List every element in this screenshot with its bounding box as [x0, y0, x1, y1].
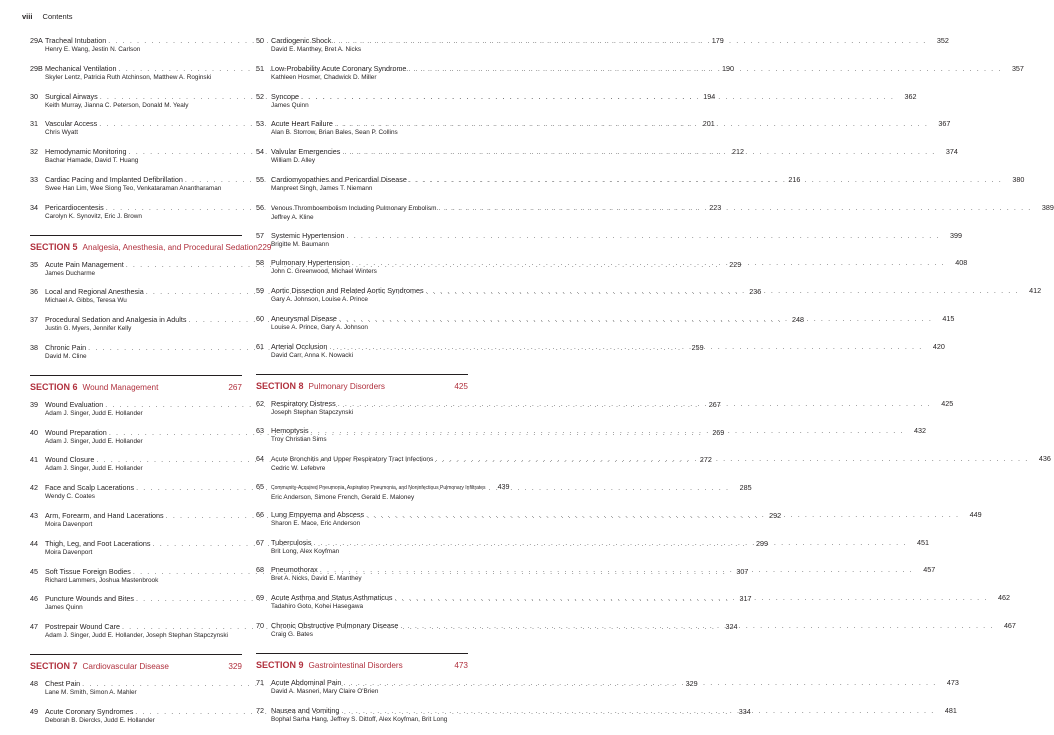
section-page-number: 229 [257, 242, 272, 252]
chapter-number: 52 [256, 91, 264, 101]
section-line [30, 236, 272, 252]
chapter-title: Cardiogenic Shock [271, 36, 332, 45]
chapter-authors: Wendy C. Coates [45, 493, 95, 501]
chapter-title: Aortic Dissection and Related Aortic Syndromes [271, 286, 424, 296]
section-page-number: 473 [454, 660, 468, 670]
chapter-authors: James Ducharme [45, 269, 96, 277]
chapter-page-number: 399 [950, 230, 962, 240]
section-title: Analgesia, Anesthesia, and Procedural Sedation [82, 242, 258, 252]
chapter-title: Local and Regional Anesthesia [45, 287, 144, 297]
chapter-number: 37 [30, 315, 38, 325]
chapter-title: Pericardiocentesis [45, 202, 104, 212]
leader-dots [366, 510, 960, 519]
toc-entry[interactable] [256, 230, 962, 259]
chapter-number: 67 [256, 537, 264, 547]
chapter-authors: Joseph Stephan Stapczynski [271, 408, 354, 416]
leader-dots [426, 286, 1020, 295]
chapter-authors: Michael A. Gibbs, Teresa Wu [45, 297, 127, 305]
chapter-authors: Brit Long, Alex Koyfman [271, 547, 340, 555]
chapter-page-number: 201 [702, 119, 715, 129]
chapter-number: 43 [30, 510, 38, 520]
chapter-page-number: 324 [725, 622, 738, 632]
chapter-page-number: 267 [708, 399, 721, 409]
chapter-number: 41 [30, 455, 38, 465]
chapter-number: 72 [256, 705, 264, 715]
chapter-title: Nausea and Vomiting [271, 705, 340, 715]
chapter-title: Lung Empyema and Abscess [271, 509, 365, 519]
chapter-page-number: 420 [932, 341, 945, 351]
chapter-title: Procedural Sedation and Analgesia in Adults [45, 315, 187, 325]
chapter-number: 35 [30, 259, 38, 269]
chapter-title: Arterial Occlusion [271, 341, 328, 351]
chapter-page-number: 299 [756, 538, 768, 548]
leader-dots [339, 314, 933, 323]
section-heading [30, 375, 242, 400]
chapter-page-number: 380 [1012, 174, 1025, 184]
chapter-title: Valvular Emergencies [271, 147, 341, 157]
section-line [256, 375, 468, 391]
leader-dots [329, 342, 923, 351]
chapter-authors: Moira Davenport [45, 548, 93, 556]
chapter-authors: Skyler Lentz, Patricia Ruth Atchinson, Matthew A. Roginski [45, 73, 212, 81]
toc-entry[interactable] [256, 481, 510, 510]
section-page-number: 425 [454, 381, 468, 391]
chapter-title: Low-Probability Acute Coronary Syndrome [271, 63, 407, 73]
leader-dots [343, 678, 937, 687]
entry-line [256, 481, 510, 493]
chapter-authors: Gary A. Johnson, Louise A. Prince [271, 296, 368, 304]
chapter-number: 49 [30, 706, 38, 716]
chapter-authors: Louise A. Prince, Gary A. Johnson [271, 323, 368, 331]
chapter-authors: Craig G. Bates [271, 630, 313, 638]
chapter-title: Chest Pain [45, 678, 81, 688]
chapter-number: 54 [256, 147, 264, 157]
leader-dots [335, 119, 929, 128]
running-title: Contents [42, 12, 73, 21]
chapter-page-number: 439 [497, 481, 510, 491]
chapter-authors: Kathleen Hosmer, Chadwick D. Miller [271, 73, 377, 81]
chapter-page-number: 389 [1041, 202, 1054, 212]
chapter-number: 31 [30, 119, 38, 129]
chapter-page-number: 179 [711, 36, 724, 45]
chapter-number: 56 [256, 202, 264, 212]
chapter-authors: Tadahiro Goto, Kohei Hasegawa [271, 603, 364, 611]
chapter-page-number: 467 [1003, 620, 1016, 630]
chapter-authors: Adam J. Singer, Judd E. Hollander, Joseph Stephan Stapczynski [45, 632, 228, 640]
leader-dots [435, 454, 1029, 463]
leader-dots [438, 203, 1032, 212]
chapter-authors: Jeffrey A. Kline [271, 213, 314, 221]
chapter-authors: Lane M. Smith, Simon A. Mahler [45, 688, 137, 696]
chapter-page-number: 223 [709, 202, 722, 212]
chapter-authors: Moira Davenport [45, 520, 93, 528]
chapter-number: 65 [256, 481, 264, 491]
chapter-page-number: 362 [904, 91, 917, 101]
chapter-page-number: 194 [703, 91, 716, 101]
leader-dots [311, 426, 905, 435]
chapter-page-number: 451 [916, 537, 929, 547]
chapter-title: Acute Coronary Syndromes [45, 706, 134, 716]
chapter-title: Chronic Pain [45, 342, 87, 352]
chapter-page-number: 412 [1029, 286, 1042, 296]
chapter-authors: Adam J. Singer, Judd E. Hollander [45, 437, 143, 445]
chapter-title: Pulmonary Hypertension [271, 258, 350, 268]
chapter-title: Postrepair Wound Care [45, 622, 120, 632]
chapter-title: Cardiac Pacing and Implanted Defibrillation [45, 174, 183, 184]
chapter-title: Systemic Hypertension [271, 230, 345, 240]
chapter-authors: David Carr, Anna K. Nowacki [271, 351, 354, 359]
running-header [22, 12, 73, 21]
chapter-page-number: 473 [946, 677, 959, 687]
chapter-authors: Bret A. Nicks, David E. Manthey [271, 575, 362, 583]
page-number: viii [22, 12, 33, 21]
chapter-authors: Alan B. Storrow, Brian Bales, Sean P. Collins [271, 129, 398, 137]
chapter-number: 33 [30, 174, 38, 184]
section-line [30, 376, 242, 392]
chapter-authors: Keith Murray, Jiannа C. Peterson, Donald M. Yealy [45, 101, 189, 109]
chapter-title: Community-Acquired Pneumonia, Aspiration Pneumonia, and Noninfectious Pulmonary Infiltrates [271, 484, 486, 491]
leader-dots [341, 706, 935, 715]
chapter-page-number: 236 [749, 287, 762, 297]
chapter-number: 36 [30, 287, 38, 297]
chapter-number: 38 [30, 342, 38, 352]
chapter-number: 57 [256, 230, 264, 240]
chapter-authors: Brigitte M. Baumann [271, 240, 329, 248]
chapter-page-number: 425 [941, 398, 954, 408]
section-title: Cardiovascular Disease [82, 661, 169, 671]
leader-dots [409, 175, 1003, 184]
chapter-authors: Bophal Sarha Hang, Jeffrey S. Dittoff, Alex Koyfman, Brit Long [271, 715, 448, 723]
leader-dots [352, 258, 946, 267]
section-page-number: 329 [228, 661, 242, 671]
chapter-page-number: 432 [914, 426, 927, 436]
chapter-number: 68 [256, 565, 264, 575]
chapter-page-number: 269 [712, 427, 725, 437]
leader-dots [408, 64, 1002, 73]
chapter-number: 40 [30, 427, 38, 437]
chapter-authors: David M. Cline [45, 352, 87, 360]
leader-dots [394, 593, 988, 602]
chapter-authors: Troy Christian Sims [271, 436, 327, 444]
chapter-number: 64 [256, 454, 264, 464]
chapter-title: Wound Evaluation [45, 399, 104, 409]
chapter-title: Thigh, Leg, and Foot Lacerations [45, 538, 151, 548]
chapter-number: 58 [256, 258, 264, 268]
chapter-authors: Eric Anderson, Simone French, Gerald E. Maloney [271, 493, 415, 501]
chapter-number: 32 [30, 147, 38, 157]
leader-dots [342, 147, 936, 156]
leader-dots [400, 621, 994, 630]
chapter-title: Arm, Forearm, and Hand Lacerations [45, 510, 164, 520]
chapter-page-number: 229 [729, 259, 742, 269]
section-line [256, 654, 468, 670]
chapter-authors: Cedric W. Lefebvre [271, 465, 326, 473]
chapter-title: Syncope [271, 91, 299, 101]
chapter-title: Acute Asthma and Status Asthmaticus [271, 593, 393, 603]
section-heading [30, 654, 242, 679]
chapter-page-number: 352 [936, 36, 949, 45]
chapter-page-number: 212 [732, 147, 744, 157]
chapter-authors: Richard Lammers, Joshua Mastenbrook [45, 576, 159, 584]
chapter-page-number: 307 [736, 566, 749, 576]
chapter-page-number: 408 [955, 258, 968, 268]
chapter-number: 39 [30, 399, 38, 409]
chapter-number: 53 [256, 119, 264, 129]
chapter-title: Wound Closure [45, 455, 95, 465]
chapter-authors: Adam J. Singer, Judd E. Hollander [45, 409, 143, 417]
section-title: Pulmonary Disorders [308, 381, 385, 391]
chapter-authors: William D. Alley [271, 157, 316, 165]
chapter-page-number: 317 [739, 594, 752, 604]
chapter-title: Acute Heart Failure [271, 119, 333, 129]
section-title: Wound Management [82, 382, 159, 392]
chapter-authors: Swee Han Lim, Wee Siong Teo, Venkataraman Anantharaman [45, 184, 222, 192]
chapter-page-number: 374 [945, 147, 958, 157]
chapter-page-number: 259 [691, 342, 704, 352]
chapter-number: 63 [256, 426, 264, 436]
chapter-title: Wound Preparation [45, 427, 107, 437]
chapter-title: Puncture Wounds and Bites [45, 594, 134, 604]
chapter-title: Cardiomyopathies and Pericardial Disease [271, 174, 407, 184]
chapter-title: Surgical Airways [45, 91, 98, 101]
chapter-page-number: 481 [944, 705, 957, 715]
chapter-title: Aneurysmal Disease [271, 313, 337, 323]
chapter-number: 45 [30, 566, 38, 576]
section-label: SECTION 8 [256, 380, 304, 391]
chapter-page-number: 216 [788, 174, 801, 184]
chapter-title: Soft Tissue Foreign Bodies [45, 566, 131, 576]
chapter-number: 48 [30, 678, 38, 688]
chapter-page-number: 462 [997, 593, 1010, 603]
section-label: SECTION 5 [30, 241, 78, 252]
chapter-authors: Henry E. Wang, Jestin N. Carlson [45, 46, 141, 53]
section-heading [256, 374, 468, 399]
chapter-page-number: 329 [685, 678, 698, 688]
chapter-number: 60 [256, 313, 264, 323]
chapter-number: 50 [256, 36, 264, 45]
chapter-number: 42 [30, 483, 38, 493]
chapter-authors: James Quinn [271, 101, 309, 109]
chapter-authors: James Quinn [45, 604, 83, 612]
section-label: SECTION 7 [30, 660, 78, 671]
chapter-title: Hemodynamic Monitoring [45, 147, 127, 157]
chapter-page-number: 285 [739, 483, 752, 493]
leader-dots [338, 399, 932, 408]
chapter-authors: Manpreet Singh, James T. Niemann [271, 184, 373, 192]
chapter-title: Acute Pain Management [45, 259, 124, 269]
chapter-authors: David A. Masneri, Mary Claire O'Brien [271, 687, 379, 695]
chapter-number: 29B [30, 63, 43, 73]
chapter-page-number: 449 [969, 509, 982, 519]
chapter-title: Face and Scalp Lacerations [45, 483, 135, 493]
chapter-page-number: 457 [923, 565, 936, 575]
chapter-title: Tracheal Intubation [45, 36, 107, 45]
chapter-number: 47 [30, 622, 38, 632]
chapter-number: 70 [256, 620, 264, 630]
chapter-page-number: 357 [1011, 63, 1024, 73]
section-label: SECTION 9 [256, 659, 304, 670]
chapter-title: Hemoptysis [271, 426, 309, 436]
chapter-authors: David E. Manthey, Bret A. Nicks [271, 46, 362, 53]
chapter-title: Vascular Access [45, 119, 98, 129]
chapter-title: Tuberculosis [271, 537, 312, 547]
chapter-page-number: 334 [738, 706, 751, 716]
chapter-number: 55 [256, 174, 264, 184]
leader-dots [313, 538, 907, 547]
chapter-authors: Deborah B. Diercks, Judd E. Hollander [45, 716, 155, 724]
section-page-number: 267 [228, 382, 242, 392]
chapter-number: 34 [30, 202, 38, 212]
chapter-number: 59 [256, 286, 264, 296]
chapter-title: Respiratory Distress [271, 398, 336, 408]
entry-line [256, 230, 962, 240]
chapter-authors: Sharon E. Mace, Eric Anderson [271, 519, 361, 527]
leader-dots [301, 92, 895, 101]
chapter-number: 44 [30, 538, 38, 548]
section-label: SECTION 6 [30, 381, 78, 392]
chapter-authors: Justin G. Myers, Jennifer Kelly [45, 325, 132, 333]
chapter-number: 29A [30, 36, 43, 45]
chapter-number: 61 [256, 341, 264, 351]
chapter-authors: Carolyn K. Synovitz, Eric J. Brown [45, 212, 142, 220]
leader-dots [347, 231, 941, 240]
chapter-number: 71 [256, 677, 264, 687]
chapter-number: 69 [256, 593, 264, 603]
chapter-authors: John C. Greenwood, Michael Winters [271, 268, 377, 276]
chapter-page-number: 415 [942, 313, 955, 323]
chapter-page-number: 292 [769, 510, 782, 520]
chapter-page-number: 190 [722, 63, 735, 73]
chapter-title: Chronic Obstructive Pulmonary Disease [271, 620, 399, 630]
chapter-page-number: 248 [791, 315, 804, 325]
leader-dots [320, 565, 914, 574]
leader-dots [333, 36, 927, 45]
chapter-authors: Chris Wyatt [45, 129, 78, 137]
chapter-title: Mechanical Ventilation [45, 63, 117, 73]
section-heading [256, 653, 468, 678]
chapter-title: Venous Thromboembolism Including Pulmonary Embolism [271, 204, 437, 212]
chapter-page-number: 436 [1038, 454, 1051, 464]
chapter-number: 66 [256, 509, 264, 519]
chapter-number: 46 [30, 594, 38, 604]
chapter-title: Pneumothorax [271, 565, 318, 575]
chapter-authors: Adam J. Singer, Judd E. Hollander [45, 465, 143, 473]
chapter-page-number: 367 [938, 119, 951, 129]
chapter-number: 30 [30, 91, 38, 101]
chapter-title: Acute Bronchitis and Upper Respiratory Tract Infections [271, 456, 434, 464]
chapter-authors: Bachar Hamade, David T. Huang [45, 157, 139, 165]
chapter-title: Acute Abdominal Pain [271, 677, 342, 687]
section-line [30, 655, 242, 671]
section-title: Gastrointestinal Disorders [308, 660, 403, 670]
chapter-number: 62 [256, 398, 264, 408]
chapter-number: 51 [256, 63, 264, 73]
chapter-page-number: 272 [699, 455, 712, 465]
